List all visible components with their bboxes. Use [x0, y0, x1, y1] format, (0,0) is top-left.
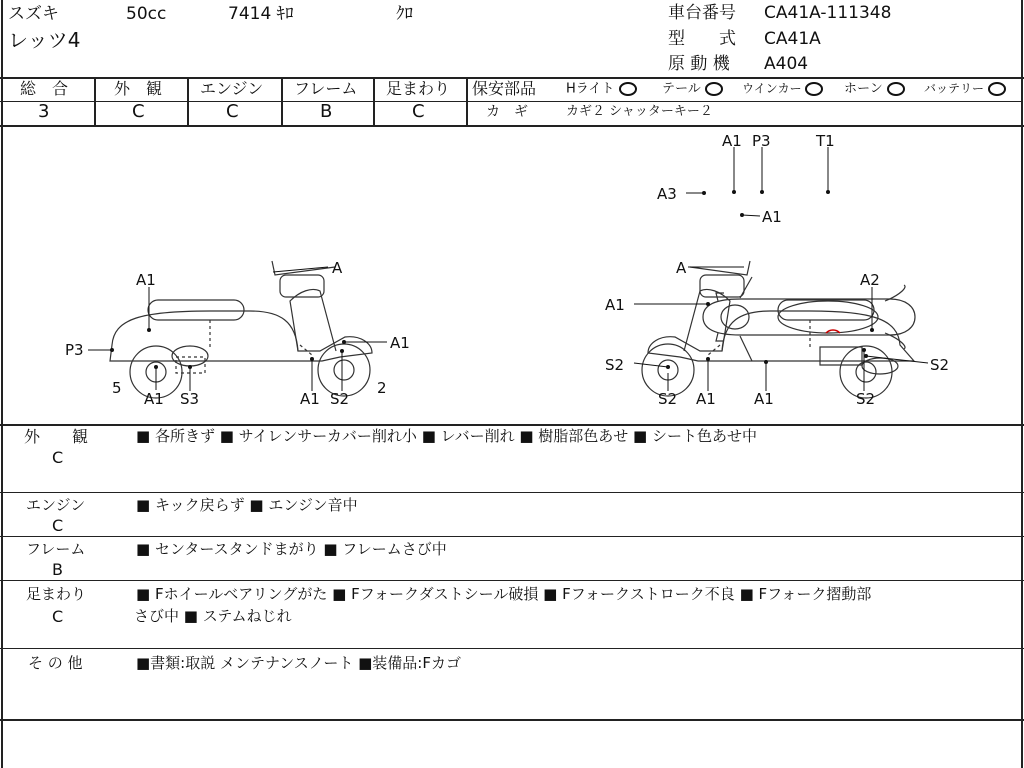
left-a-label: A — [332, 259, 343, 277]
frame-rating-value: B — [320, 101, 333, 122]
remarks-suspension-grade: C — [52, 607, 64, 626]
color: ｸﾛ — [396, 4, 413, 24]
left-a1-front-label: A1 — [390, 334, 410, 352]
right-a-label: A — [676, 259, 687, 277]
damage-diagram — [0, 125, 1024, 425]
safety-winker: ウインカー — [742, 82, 823, 96]
remarks-other-label: そ の 他 — [28, 654, 83, 672]
right-a2-label: A2 — [860, 271, 880, 289]
maker: スズキ — [8, 4, 59, 24]
top-p3-label: P3 — [752, 132, 771, 150]
model-name: レッツ4 — [8, 28, 81, 52]
left-5-label: 5 — [112, 379, 122, 397]
safety-battery: バッテリー — [924, 82, 1006, 96]
key-value: カギ２ シャッターキー２ — [566, 104, 713, 119]
right-s2-bottom-label: S2 — [658, 390, 678, 408]
right-a1-b2-label: A1 — [754, 390, 774, 408]
safety-headlight: Hライト — [566, 82, 637, 96]
left-a1-label: A1 — [136, 271, 156, 289]
safety-horn: ホーン — [844, 82, 905, 96]
right-s2a-label: S2 — [605, 356, 625, 374]
overall-label: 総 合 — [20, 79, 69, 98]
frame-rating-label: フレーム — [294, 79, 358, 98]
remarks-exterior-label: 外 観 — [24, 427, 89, 446]
frame-no: CA41A-111348 — [764, 3, 892, 23]
remarks-exterior-text: ■ 各所きず ■ サイレンサーカバー削れ小 ■ レバー削れ ■ 樹脂部色あせ ■ シート色あせ中 — [136, 427, 758, 445]
type-label: 型 式 — [668, 29, 736, 49]
key-label: カ ギ — [486, 104, 528, 120]
right-a1-b1-label: A1 — [696, 390, 716, 408]
remarks-engine-label: エンジン — [26, 496, 86, 514]
remarks-frame-label: フレーム — [26, 540, 86, 558]
check-circle-icon — [619, 82, 637, 96]
check-circle-icon — [705, 82, 723, 96]
remarks-frame-grade: B — [52, 560, 63, 579]
engine-rating-label: エンジン — [200, 79, 264, 98]
mileage: 7414 ｷﾛ — [228, 4, 294, 24]
remarks-suspension-text-2: さび中 ■ ステムねじれ — [134, 607, 292, 625]
type-value: CA41A — [764, 29, 821, 49]
safety-tail: テール — [662, 82, 723, 96]
check-circle-icon — [887, 82, 905, 96]
engine-label: 原 動 機 — [668, 54, 730, 74]
remarks-suspension-label: 足まわり — [26, 585, 87, 603]
left-a1-mid-label: A1 — [300, 390, 320, 408]
overall-value: 3 — [38, 101, 50, 122]
right-s2-rear-label: S2 — [856, 390, 876, 408]
remarks-other-text: ■書類:取説 メンテナンスノート ■装備品:Fカゴ — [136, 654, 461, 672]
top-t1-label: T1 — [816, 132, 835, 150]
engine-value: A404 — [764, 54, 809, 74]
left-2-label: 2 — [377, 379, 387, 397]
left-a1-bottom-label: A1 — [144, 390, 164, 408]
check-circle-icon — [805, 82, 823, 96]
suspension-rating-label: 足まわり — [386, 79, 451, 98]
exterior-label: 外 観 — [114, 79, 163, 98]
remarks-suspension-text-1: ■ Fホイールベアリングがた ■ Fフォークダストシール破損 ■ Fフォークストローク不良 ■ Fフォーク摺動部 — [136, 585, 872, 603]
left-s2-label: S2 — [330, 390, 350, 408]
remarks-frame-text: ■ センタースタンドまがり ■ フレームさび中 — [136, 540, 447, 558]
suspension-rating-value: C — [412, 101, 425, 122]
engine-rating-value: C — [226, 101, 239, 122]
right-s2b-label: S2 — [930, 356, 950, 374]
top-a1-label: A1 — [722, 132, 742, 150]
left-s3-label: S3 — [180, 390, 200, 408]
check-circle-icon — [988, 82, 1006, 96]
remarks-engine-grade: C — [52, 516, 64, 535]
displacement: 50cc — [126, 4, 167, 24]
top-a3-label: A3 — [657, 185, 677, 203]
frame-no-label: 車台番号 — [668, 3, 736, 23]
exterior-value: C — [132, 101, 145, 122]
remarks-exterior-grade: C — [52, 448, 64, 467]
left-p3-label: P3 — [65, 341, 84, 359]
right-a1-label: A1 — [605, 296, 625, 314]
remarks-engine-text: ■ キック戻らず ■ エンジン音中 — [136, 496, 358, 514]
top-a1b-label: A1 — [762, 208, 782, 226]
safety-label: 保安部品 — [472, 79, 537, 98]
scooter-top-view — [703, 277, 915, 361]
